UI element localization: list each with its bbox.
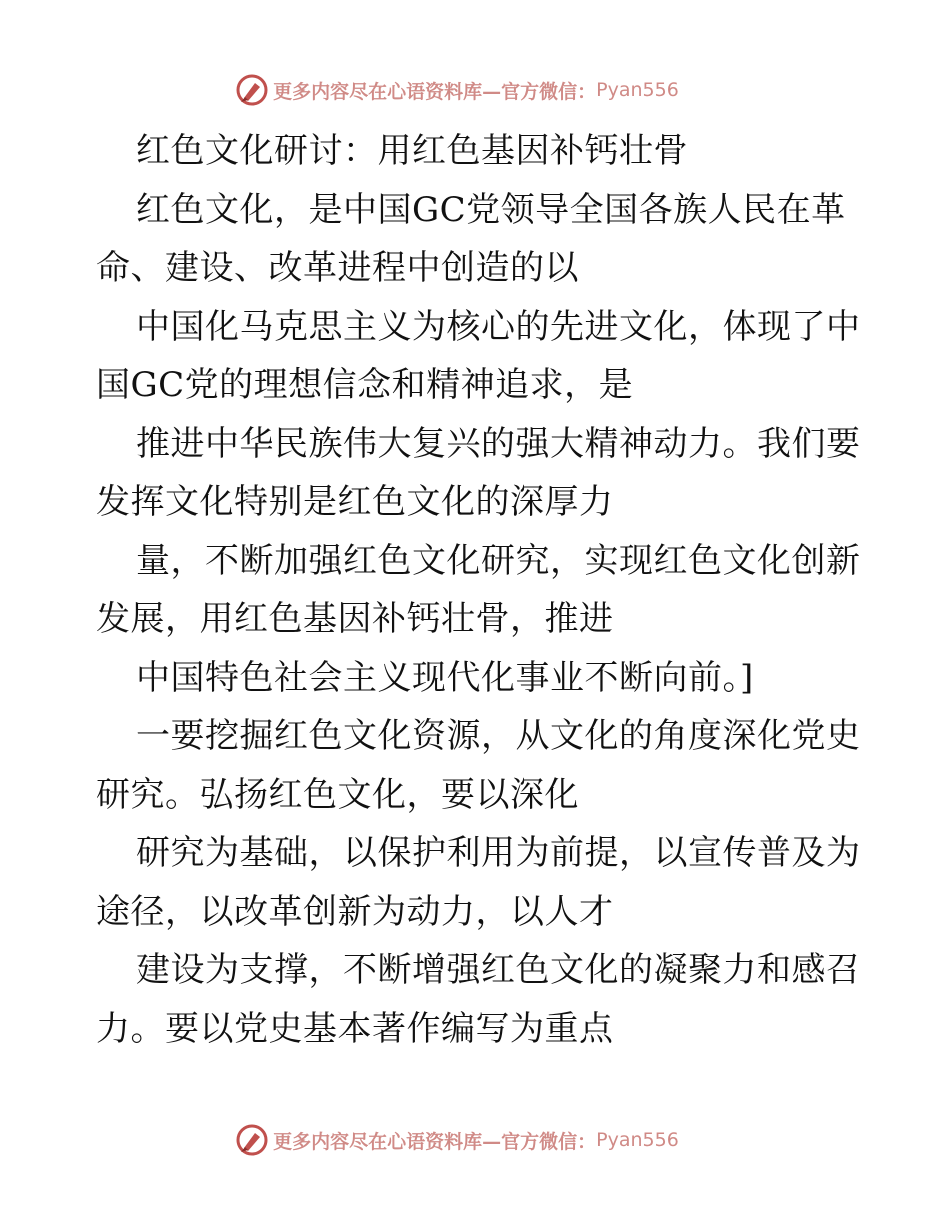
text-line: 发挥文化特别是红色文化的深厚力 (96, 482, 614, 522)
text-line: 量，不断加强红色文化研究，实现红色文化创新 (136, 540, 861, 581)
header-watermark-banner (0, 70, 950, 110)
text-line: 一要挖掘红色文化资源，从文化的角度深化党史 (136, 716, 861, 756)
text-line: 途径，以改革创新为动力，以人才 (96, 891, 614, 932)
text-line: 红色文化，是中国GC党领导全国各族人民在革 (136, 189, 846, 230)
text-line: 中国化马克思主义为核心的先进文化，体现了中 (136, 306, 861, 347)
text-line: 中国特色社会主义现代化事业不断向前。] (136, 657, 754, 698)
banner-wechat-id: Pyan556 (596, 79, 679, 101)
pen-nib-circle-icon (235, 73, 269, 107)
text-line: 研究为基础，以保护利用为前提，以宣传普及为 (136, 833, 861, 873)
text-line: 力。要以党史基本著作编写为重点 (96, 1008, 614, 1049)
text-line: 推进中华民族伟大复兴的强大精神动力。我们要 (136, 423, 861, 464)
pen-nib-circle-icon (235, 1123, 269, 1157)
text-line: 发展，用红色基因补钙壮骨，推进 (96, 599, 614, 639)
banner-text: 更多内容尽在心语资料库—官方微信： (273, 1130, 597, 1153)
text-line: 国GC党的理想信念和精神追求，是 (96, 365, 634, 405)
footer-watermark-banner (0, 1120, 950, 1160)
banner-wechat-id: Pyan556 (596, 1129, 679, 1151)
text-line: 研究。弘扬红色文化，要以深化 (96, 774, 579, 815)
text-line: 建设为支撑，不断增强红色文化的凝聚力和感召 (136, 950, 861, 990)
text-line: 命、建设、改革进程中创造的以 (96, 248, 579, 288)
document-body (96, 122, 861, 1058)
banner-text: 更多内容尽在心语资料库—官方微信： (273, 80, 597, 103)
document-title: 红色文化研讨：用红色基因补钙壮骨 (136, 131, 688, 171)
